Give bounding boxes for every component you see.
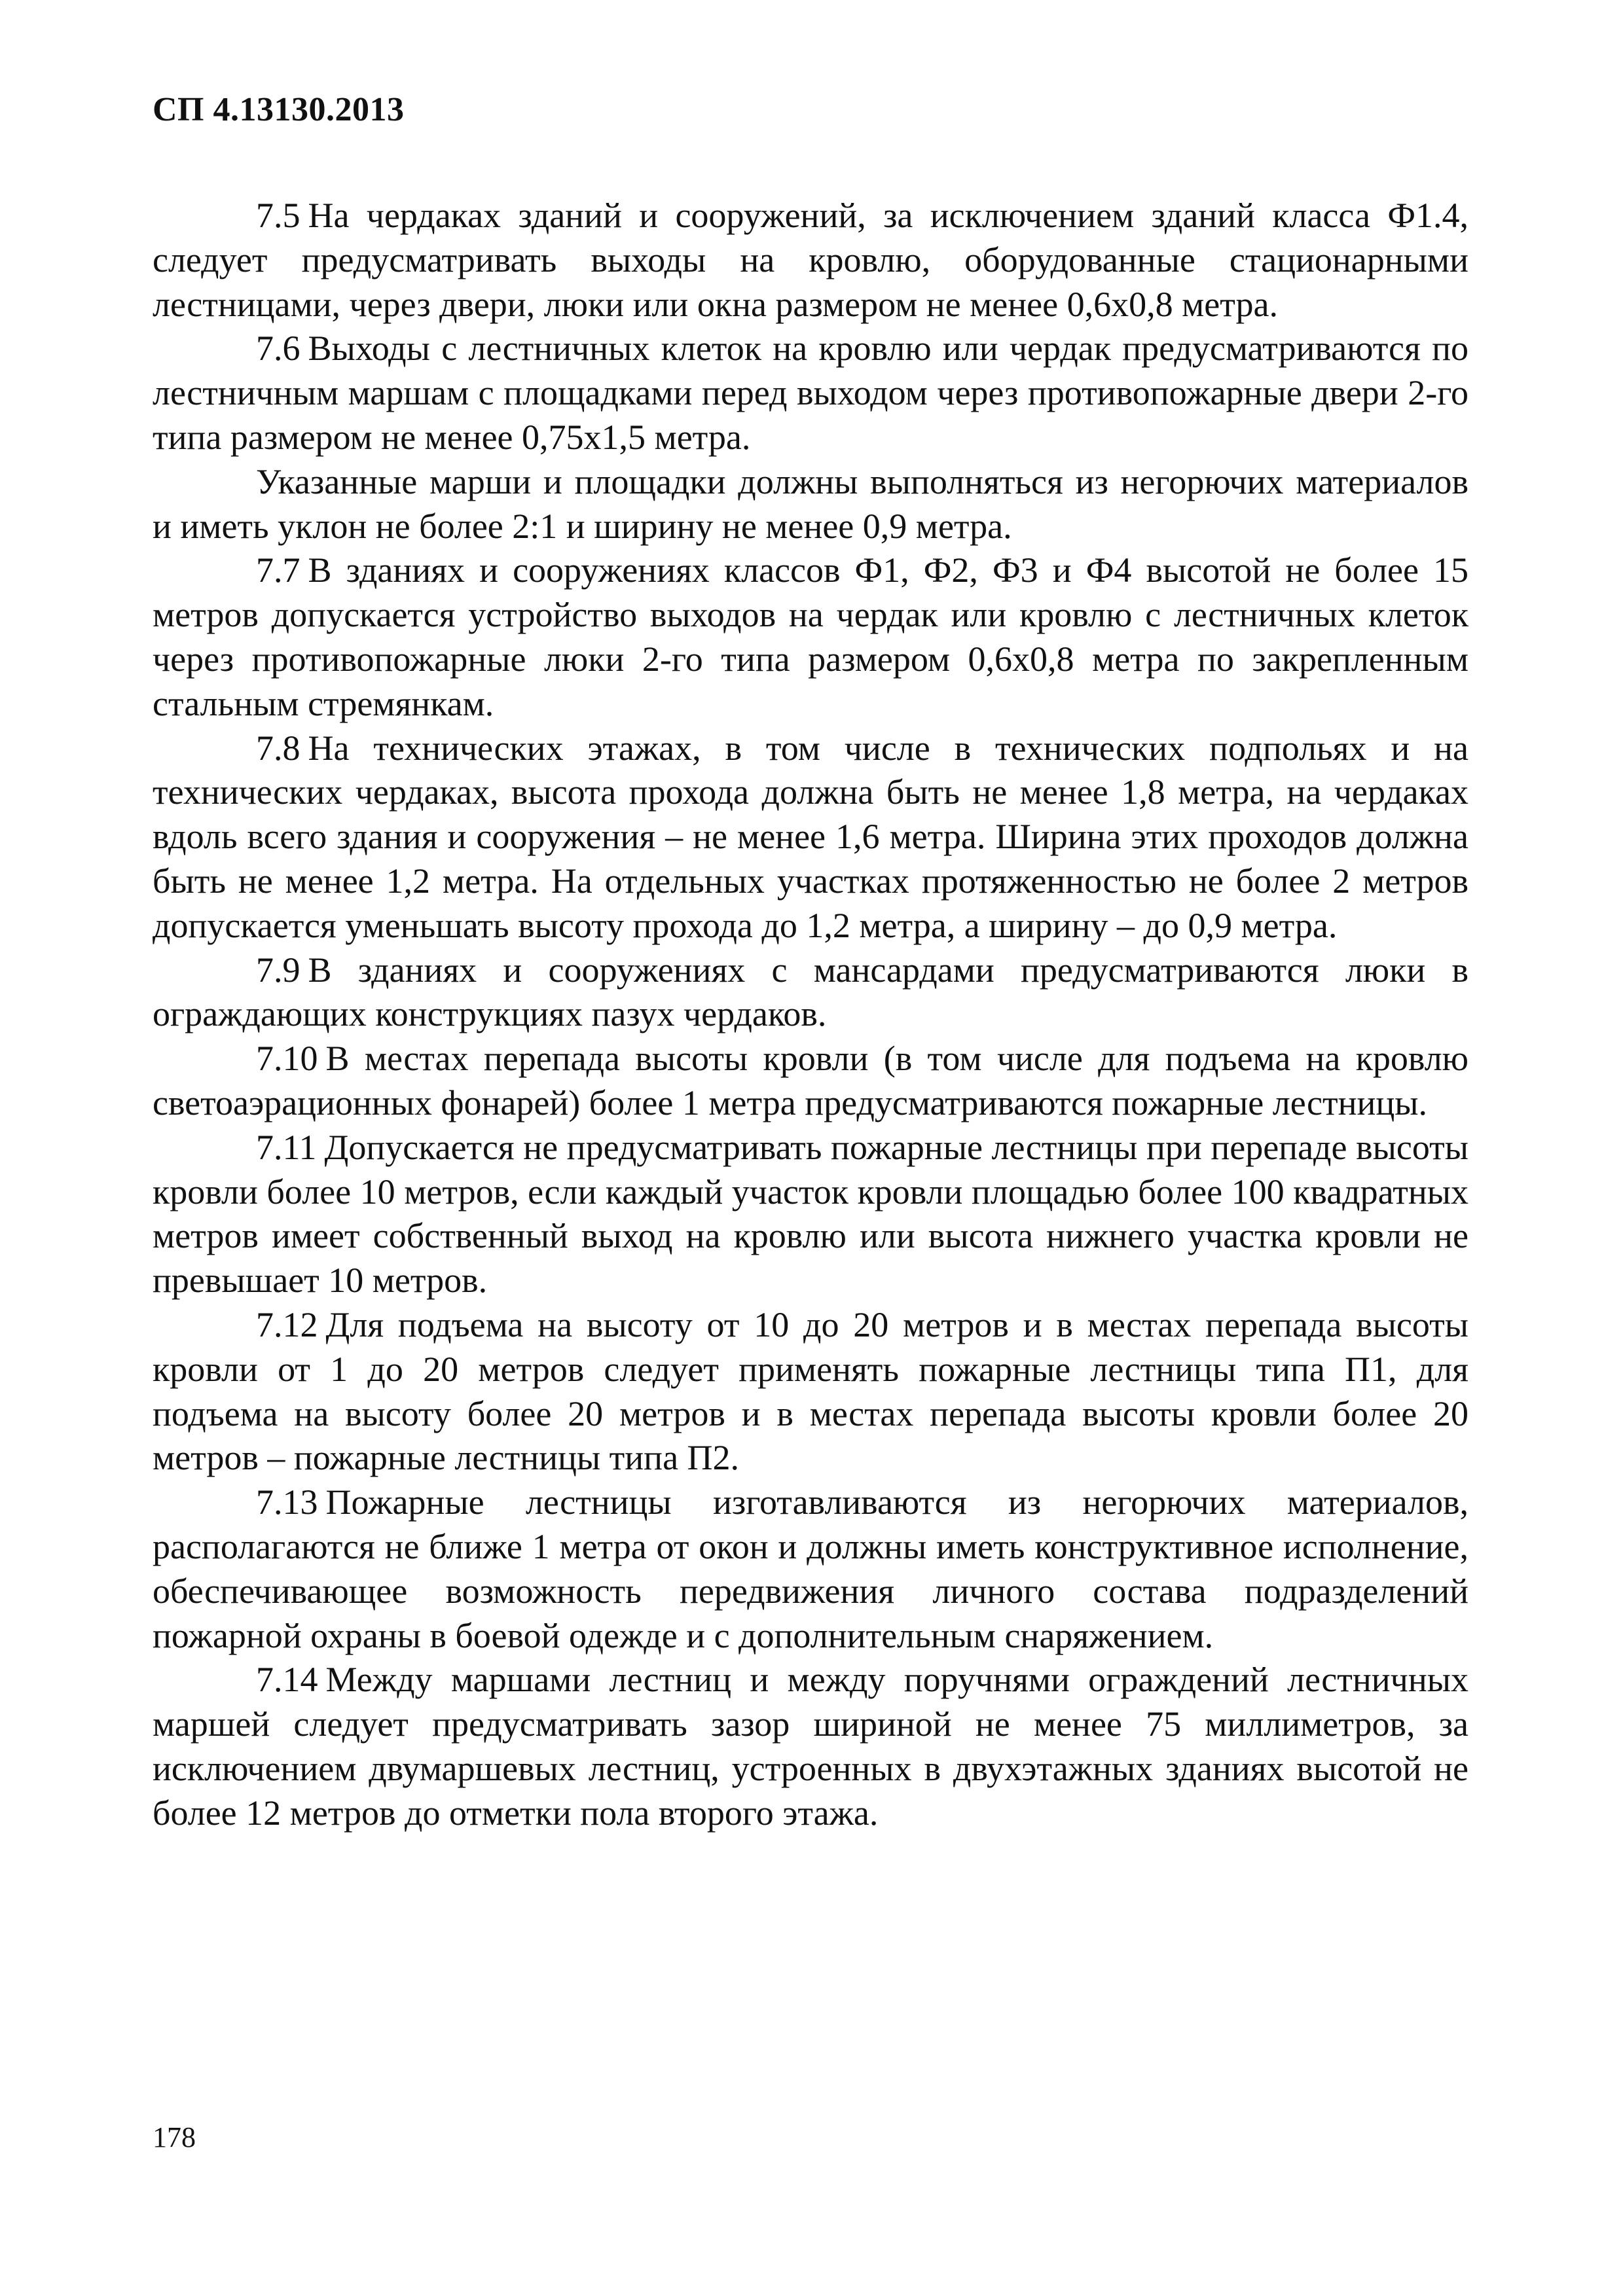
paragraph-text: Выходы с лестничных клеток на кровлю или чердак предусматриваются по лестничным маршам с площадками перед выходом через противопожарные двери 2-го типа размером не менее 0,75х1,5 метра. [153,329,1468,457]
paragraph-7-6 [153,327,1468,459]
paragraph-text: В местах перепада высоты кровли (в том числе для подъема на кровлю светоаэрационных фонарей) более 1 метра предусматриваются пожарные лестницы. [153,1039,1468,1122]
paragraph-7-5 [153,194,1468,327]
paragraph-text: В зданиях и сооружениях с мансардами предусматриваются люки в ограждающих конструкциях пазух чердаков. [153,950,1468,1034]
paragraph-text: Допускается не предусматривать пожарные лестницы при перепаде высоты кровли более 10 метров, если каждый участок кровли площадью более 100 квадратных метров имеет собственный выход на кровлю или высота нижнего участка кровли не превышает 10 метров. [153,1127,1468,1300]
paragraph-text: В зданиях и сооружениях классов Ф1, Ф2, Ф3 и Ф4 высотой не более 15 метров допускается устройство выходов на чердак или кровлю с лестничных клеток через противопожарные люки 2-го типа размером 0,6х0,8 метра по закрепленным стальным стремянкам. [153,550,1468,723]
paragraph-7-9 [153,948,1468,1037]
paragraph-7-7 [153,548,1468,726]
paragraph-text: Пожарные лестницы изготавливаются из негорючих материалов, располагаются не ближе 1 метра от окон и должны иметь конструктивное исполнение, обеспечивающее возможность передвижения личного состава подразделений пожарной охраны в боевой одежде и с дополнительным снаряжением. [153,1482,1468,1655]
paragraph-number: 7.7 [256,550,301,590]
paragraph-number: 7.5 [256,196,301,235]
page-number: 178 [153,2121,196,2153]
paragraph-number: 7.10 [256,1039,318,1079]
paragraph-number: 7.13 [256,1482,318,1522]
paragraph-text: На технических этажах, в том числе в технических подпольях и на технических чердаках, высота прохода должна быть не менее 1,8 метра, на чердаках вдоль всего здания и сооружения – не менее 1,6 метра. Ширина этих проходов должна быть не менее 1,2 метра. На отдельных участках протяженностью не более 2 метров допускается уменьшать высоту прохода до 1,2 метра, а ширину – до 0,9 метра. [153,728,1468,945]
paragraph-7-13 [153,1480,1468,1658]
paragraph-number: 7.8 [256,728,301,768]
document-code-header: СП 4.13130.2013 [153,91,405,128]
paragraph-7-6-continued [153,460,1468,549]
document-body [153,194,1468,1835]
paragraph-7-12 [153,1303,1468,1480]
paragraph-number: 7.6 [256,329,301,368]
paragraph-text: Между маршами лестниц и между поручнями ограждений лестничных маршей следует предусматривать зазор шириной не менее 75 миллиметров, за исключением двумаршевых лестниц, устроенных в двухэтажных зданиях высотой не более 12 метров до отметки пола второго этажа. [153,1660,1468,1833]
paragraph-7-10 [153,1037,1468,1126]
paragraph-text: Указанные марши и площадки должны выполняться из негорючих материалов и иметь уклон не более 2:1 и ширину не менее 0,9 метра. [153,461,1468,546]
paragraph-7-14 [153,1658,1468,1835]
paragraph-7-11 [153,1126,1468,1303]
paragraph-text: Для подъема на высоту от 10 до 20 метров и в местах перепада высоты кровли от 1 до 20 метров следует применять пожарные лестницы типа П1, для подъема на высоту более 20 метров и в местах перепада высоты кровли более 20 метров – пожарные лестницы типа П2. [153,1304,1468,1478]
paragraph-number: 7.14 [256,1660,318,1700]
paragraph-number: 7.9 [256,950,301,990]
paragraph-text: На чердаках зданий и сооружений, за исключением зданий класса Ф1.4, следует предусматривать выходы на кровлю, оборудованные стационарными лестницами, через двери, люки или окна размером не менее 0,6х0,8 метра. [153,196,1468,324]
paragraph-number: 7.12 [256,1304,318,1344]
paragraph-7-8 [153,726,1468,948]
paragraph-number: 7.11 [256,1127,317,1167]
